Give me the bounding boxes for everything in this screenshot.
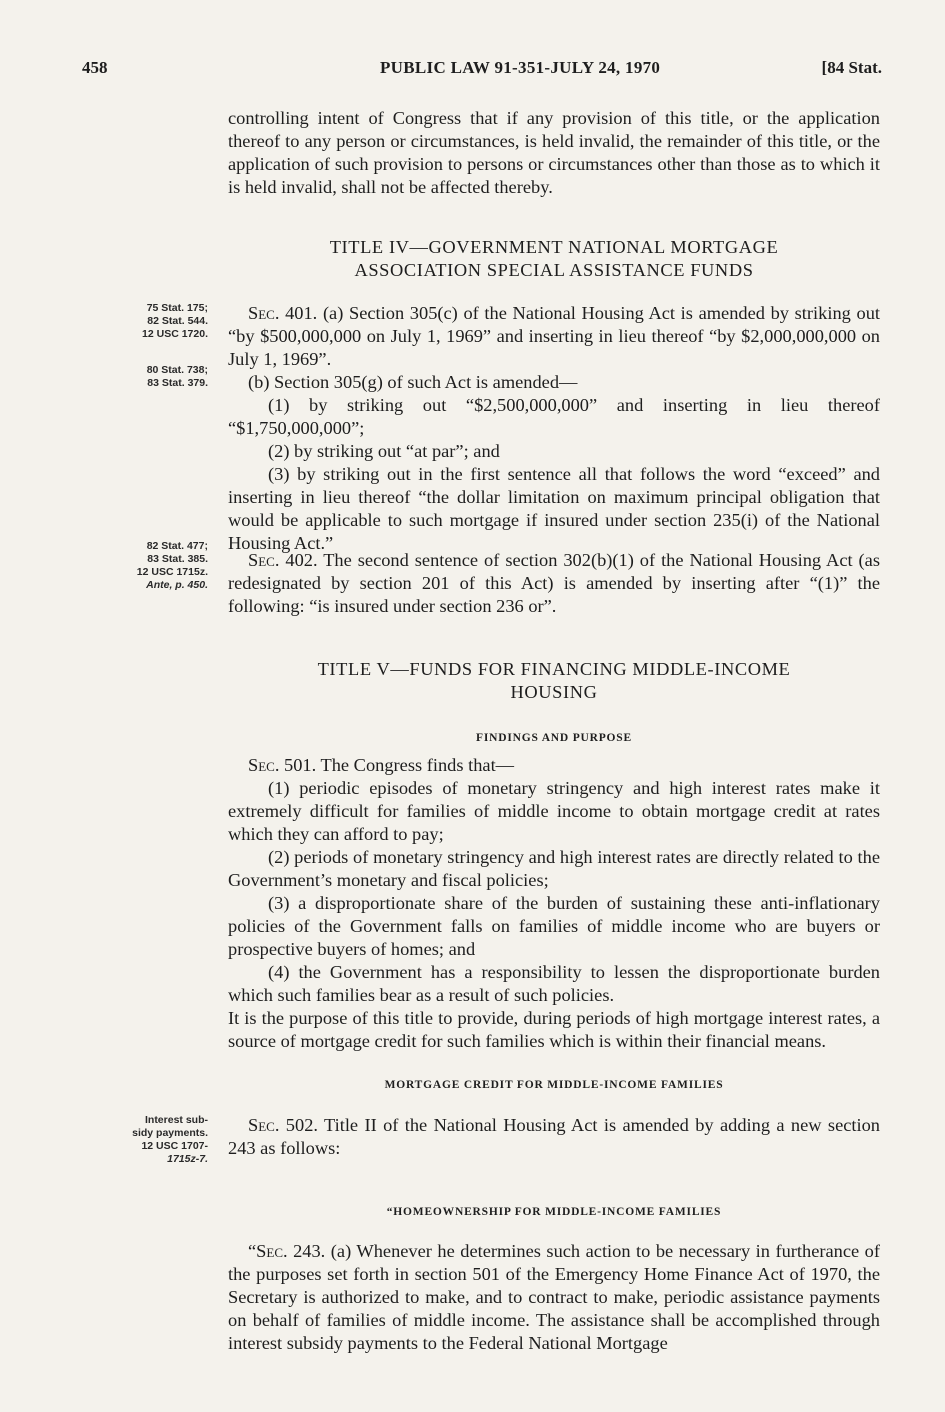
sec243-label: “Sec. 243. (248, 1241, 326, 1261)
sec501-item1: (1) periodic episodes of monetary stringency and high interest rates make it extremely difficult for families of middle income to obtain mortgage credit at rates which they can afford to pay; (228, 778, 880, 844)
margin-note-line: 82 Stat. 477; (146, 540, 208, 552)
sec401-a-text: (a) Section 305(c) of the National Housing Act is amended by striking out “by $500,000,000 on July 1, 1969” and inserting in lieu thereof “by $2,000,000,000 on July 1, 1969”. (228, 303, 880, 369)
intro-paragraph-block (228, 107, 880, 199)
title-iv-heading (228, 236, 880, 282)
margin-note-line: 75 Stat. 175; (146, 302, 208, 314)
title-iv-line2: ASSOCIATION SPECIAL ASSISTANCE FUNDS (354, 260, 754, 280)
margin-note-4 (60, 1114, 208, 1166)
sec243-text-block (228, 1240, 880, 1355)
sec401-item3: (3) by striking out in the first sentence all that follows the word “exceed” and inserting in lieu thereof “the dollar limitation on maximum principal obligation that would be applicable to such mortgage if insured under section 235(i) of the National Housing Act.” (228, 464, 880, 553)
margin-note-2 (60, 364, 208, 390)
sec501-label: Sec. 501. (248, 755, 317, 775)
sec501-item3: (3) a disproportionate share of the burden of sustaining these anti-inflationary policies of the Government falls on families of middle income who are buyers or prospective buyers of homes; and (228, 893, 880, 959)
sec402-text-block (228, 549, 880, 618)
intro-paragraph: controlling intent of Congress that if any provision of this title, or the application thereof to any person or circumstances, is held invalid, the remainder of this title, or the application of such provision to persons or circumstances other than those as to which it is held invalid, shall not be affected thereby. (228, 108, 880, 197)
statute-volume: [84 Stat. (821, 58, 882, 77)
sec402-text: The second sentence of section 302(b)(1) of the National Housing Act (as redesignated by section 201 of this Act) is amended by inserting after “(1)” the following: “is insured under section 236 or”. (228, 550, 880, 616)
sec501-item4: (4) the Government has a responsibility to lessen the disproportionate burden which such families bear as a result of such policies. (228, 962, 880, 1005)
margin-note-line: 83 Stat. 385. (147, 553, 208, 565)
section-243 (228, 1240, 880, 1355)
sec502-text-block (228, 1114, 880, 1160)
sec401-item2: (2) by striking out “at par”; and (268, 441, 500, 461)
running-head (82, 58, 882, 84)
page-title: PUBLIC LAW 91-351-JULY 24, 1970 (380, 58, 661, 77)
sec401-item1: (1) by striking out “$2,500,000,000” and inserting in lieu thereof “$1,750,000,000”; (228, 395, 880, 438)
margin-note-line: 83 Stat. 379. (147, 377, 208, 389)
title-v-line2: HOUSING (510, 682, 598, 702)
section-501 (228, 754, 880, 1053)
margin-note-line: 1715z-7. (167, 1153, 208, 1165)
section-401 (228, 302, 880, 555)
findings-heading: FINDINGS AND PURPOSE (476, 732, 632, 744)
sec501-purpose: It is the purpose of this title to provide, during periods of high mortgage interest rates, a source of mortgage credit for such families which is within their financial means. (228, 1008, 880, 1051)
mortgage-credit-heading: MORTGAGE CREDIT FOR MIDDLE-INCOME FAMILIES (384, 1079, 724, 1091)
sec401-a (228, 302, 880, 371)
sec501-intro (228, 754, 880, 777)
margin-note-line: 12 USC 1715z. (136, 566, 208, 578)
sec243-text: (a) Whenever he determines such action to be necessary in furtherance of the purposes set forth in section 501 of the Emergency Home Finance Act of 1970, the Secretary is authorized to make, and to contract to make, periodic assistance payments on behalf of families of middle income. The assistance shall be accomplished through interest subsidy payments to the Federal National Mortgage (228, 1241, 880, 1353)
title-v-line1: TITLE V—FUNDS FOR FINANCING MIDDLE-INCOME (317, 659, 791, 679)
section-402 (228, 549, 880, 618)
sec502-text: Title II of the National Housing Act is amended by adding a new section 243 as follows: (228, 1115, 880, 1158)
margin-note-line: sidy payments. (132, 1127, 208, 1139)
sec501-text: The Congress finds that— (320, 755, 515, 775)
sec501-item2: (2) periods of monetary stringency and high interest rates are directly related to the Government’s monetary and fiscal policies; (228, 847, 880, 890)
margin-note-line: 12 USC 1720. (142, 328, 208, 340)
margin-note-line: Interest sub- (144, 1114, 208, 1126)
title-v-heading (228, 658, 880, 704)
sec401-label: Sec. 401. (248, 303, 318, 323)
sec401-b: (b) Section 305(g) of such Act is amended— (248, 372, 578, 392)
title-iv-line1: TITLE IV—GOVERNMENT NATIONAL MORTGAGE (329, 237, 779, 257)
page-number: 458 (82, 58, 108, 77)
margin-note-3 (60, 540, 208, 592)
margin-note-line: 12 USC 1707- (141, 1140, 208, 1152)
homeownership-heading: “HOMEOWNERSHIP FOR MIDDLE-INCOME FAMILIES (386, 1206, 722, 1218)
sec402-label: Sec. 402. (248, 550, 318, 570)
sec502-label: Sec. 502. (248, 1115, 318, 1135)
section-502 (228, 1114, 880, 1160)
margin-note-line: Ante, p. 450. (146, 579, 208, 591)
margin-note-line: 80 Stat. 738; (146, 364, 208, 376)
margin-note-line: 82 Stat. 544. (147, 315, 208, 327)
margin-note-1 (60, 302, 208, 341)
